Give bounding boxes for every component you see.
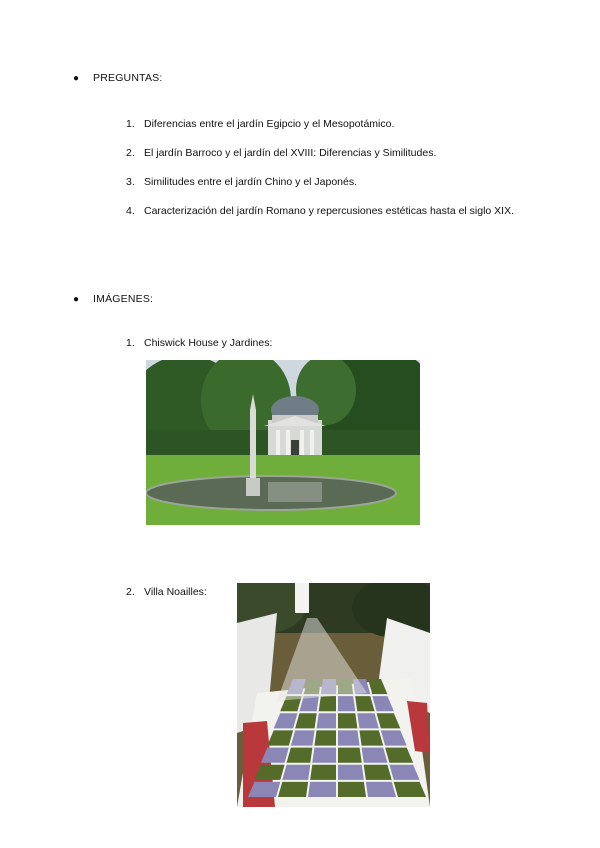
garden-tile <box>338 730 360 745</box>
list-text: Caracterización del jardín Romano y repercusiones estéticas hasta el siglo XIX. <box>144 205 515 217</box>
garden-tile <box>278 782 308 797</box>
list-number: 2. <box>126 147 135 159</box>
list-text: Similitudes entre el jardín Chino y el Japonés. <box>144 176 358 188</box>
bullet-icon: ● <box>73 73 80 84</box>
bullet-icon: ● <box>73 294 80 305</box>
chiswick-house-image <box>146 360 420 525</box>
chiswick-house-photo <box>146 360 420 525</box>
garden-tile <box>282 765 310 780</box>
list-text: El jardín Barroco y el jardín del XVIII: Diferencias y Similitudes. <box>144 147 437 159</box>
garden-tile <box>338 782 366 797</box>
list-number: 2. <box>126 586 135 598</box>
section-title-images: IMÁGENES: <box>93 293 154 305</box>
garden-tile <box>308 782 336 797</box>
garden-tile <box>319 696 336 711</box>
garden-tile <box>314 730 336 745</box>
list-text: Diferencias entre el jardín Egipcio y el Mesopotámico. <box>144 118 395 130</box>
garden-tile <box>338 765 364 780</box>
garden-tile <box>312 748 336 763</box>
list-number: 3. <box>126 176 135 188</box>
garden-tile <box>317 713 336 728</box>
section-title-questions: PREGUNTAS: <box>93 72 163 84</box>
list-number: 4. <box>126 205 135 217</box>
list-text: Chiswick House y Jardines: <box>144 337 273 349</box>
garden-tile <box>287 748 313 763</box>
garden-tile <box>366 782 396 797</box>
garden-tile <box>338 696 355 711</box>
garden-tile <box>338 713 357 728</box>
list-text: Villa Noailles: <box>144 586 207 598</box>
villa-noailles-photo <box>237 583 430 807</box>
garden-tile <box>338 748 362 763</box>
list-number: 1. <box>126 118 135 130</box>
garden-tile <box>362 748 388 763</box>
garden-tile <box>364 765 392 780</box>
garden-tile <box>310 765 336 780</box>
villa-noailles-image <box>237 583 430 807</box>
list-number: 1. <box>126 337 135 349</box>
